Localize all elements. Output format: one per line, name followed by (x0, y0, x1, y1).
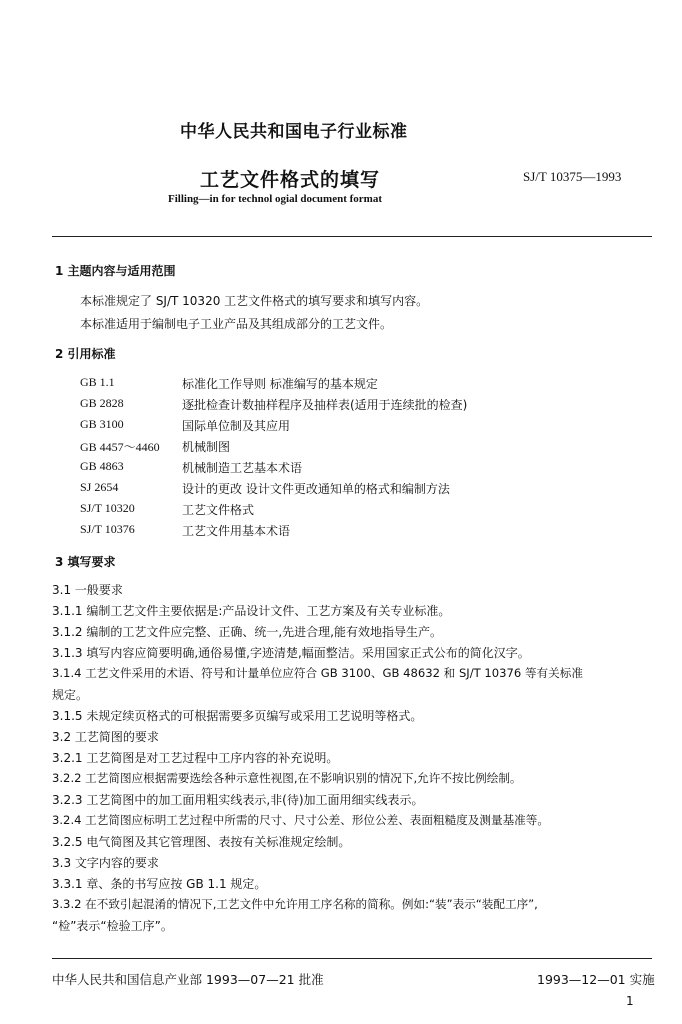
clause-line: 3.2.1 工艺简图是对工艺过程中工序内容的补充说明。 (52, 751, 339, 765)
clause-line: 3.2.2 工艺简图应根据需要选绘各种示意性视图,在不影响识别的情况下,允许不按比例绘制。 (52, 771, 522, 785)
clause-line: 3.3 文字内容的要求 (52, 856, 159, 870)
standard-code: SJ/T 10375—1993 (523, 169, 622, 184)
industry-standard-heading: 中华人民共和国电子行业标准 (180, 122, 408, 142)
reference-code: SJ 2654 (80, 480, 119, 494)
header-divider (52, 236, 652, 237)
english-subtitle: Filling—in for technol ogial document format (168, 193, 382, 205)
clause-line: 3.2 工艺简图的要求 (52, 730, 159, 744)
implementation-date: 1993—12—01 实施 (537, 972, 655, 987)
section-1-paragraph: 本标准适用于编制电子工业产品及其组成部分的工艺文件。 (80, 317, 393, 331)
clause-line: 3.1 一般要求 (52, 583, 123, 597)
reference-title: 国际单位制及其应用 (182, 419, 291, 433)
reference-title: 设计的更改 设计文件更改通知单的格式和编制方法 (182, 482, 450, 496)
section-1-paragraph: 本标准规定了 SJ/T 10320 工艺文件格式的填写要求和填写内容。 (80, 294, 429, 308)
document-title: 工艺文件格式的填写 (200, 169, 381, 191)
approval-line: 中华人民共和国信息产业部 1993—07—21 批准 (52, 972, 324, 987)
reference-title: 机械制造工艺基本术语 (182, 461, 303, 475)
reference-title: 工艺文件格式 (182, 503, 255, 517)
reference-code: GB 2828 (80, 396, 124, 410)
clause-line: 3.1.4 工艺文件采用的术语、符号和计量单位应符合 GB 3100、GB 48632 和 SJ/T 10376 等有关标准 (52, 666, 583, 680)
reference-code: GB 1.1 (80, 375, 115, 389)
reference-code: GB 4863 (80, 459, 124, 473)
reference-title: 标准化工作导则 标准编写的基本规定 (182, 377, 378, 391)
clause-line: 3.3.1 章、条的书写应按 GB 1.1 规定。 (52, 877, 267, 891)
reference-code: SJ/T 10376 (80, 522, 135, 536)
clause-line: 3.3.2 在不致引起混淆的情况下,工艺文件中允许用工序名称的简称。例如:“装”表示“装配工序”, (52, 897, 538, 911)
clause-line: 3.1.1 编制工艺文件主要依据是:产品设计文件、工艺方案及有关专业标准。 (52, 604, 451, 618)
section-2-heading: 2 引用标准 (55, 347, 116, 361)
reference-code: GB 4457～4460 (80, 440, 160, 454)
clause-line: 3.2.5 电气简图及其它管理图、表按有关标准规定绘制。 (52, 835, 351, 849)
reference-title: 逐批检查计数抽样程序及抽样表(适用于连续批的检查) (182, 398, 468, 412)
clause-line: 3.1.5 未规定续页格式的可根据需要多页编写或采用工艺说明等格式。 (52, 709, 423, 723)
reference-title: 机械制图 (182, 440, 231, 454)
clause-line: 3.1.3 填写内容应简要明确,通俗易懂,字迹清楚,幅面整洁。采用国家正式公布的简化汉字。 (52, 646, 530, 660)
reference-title: 工艺文件用基本术语 (182, 524, 291, 538)
section-1-heading: 1 主题内容与适用范围 (55, 264, 176, 278)
footer-divider (52, 958, 652, 959)
clause-line: 3.2.4 工艺简图应标明工艺过程中所需的尺寸、尺寸公差、形位公差、表面粗糙度及测量基准等。 (52, 813, 549, 827)
reference-code: GB 3100 (80, 417, 124, 431)
section-3-heading: 3 填写要求 (55, 555, 116, 569)
clause-line: “检”表示“检验工序”。 (52, 919, 173, 933)
page-number: 1 (626, 994, 634, 1008)
clause-line: 规定。 (52, 688, 89, 702)
reference-code: SJ/T 10320 (80, 501, 135, 515)
clause-line: 3.2.3 工艺简图中的加工面用粗实线表示,非(待)加工面用细实线表示。 (52, 793, 424, 807)
clause-line: 3.1.2 编制的工艺文件应完整、正确、统一,先进合理,能有效地指导生产。 (52, 625, 442, 639)
